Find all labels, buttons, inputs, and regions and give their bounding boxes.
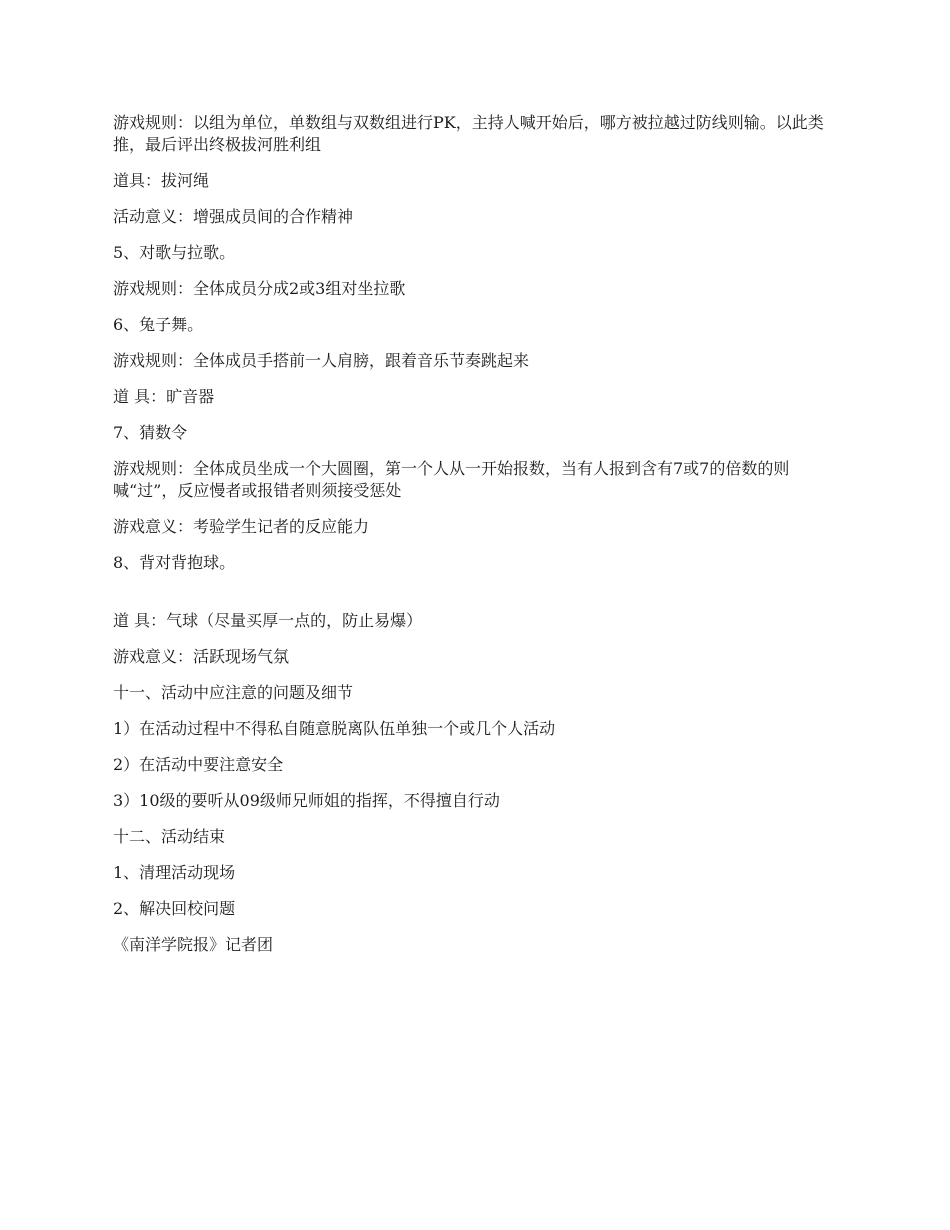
paragraph-item-7-meaning: 游戏意义：考验学生记者的反应能力: [113, 517, 370, 536]
paragraph-item-7-heading: 7、猜数令: [113, 423, 188, 442]
paragraph-end-2: 2、解决回校问题: [113, 899, 236, 918]
section-heading-12: 十二、活动结束: [113, 827, 226, 846]
paragraph-item-8-props: 道 具：气球（尽量买厚一点的，防止易爆）: [113, 611, 423, 630]
paragraph-item-5-rules: 游戏规则：全体成员分成2或3组对坐拉歌: [113, 279, 406, 298]
paragraph-item-7-rules: 游戏规则：全体成员坐成一个大圆圈，第一个人从一开始报数，当有人报到含有7或7的倍数的则喊“过”，反应慢者或报错者则须接受惩处: [113, 459, 790, 500]
paragraph-item-8-meaning: 游戏意义：活跃现场气氛: [113, 647, 290, 666]
paragraph-item-8-heading: 8、背对背抱球。: [113, 553, 236, 572]
paragraph-tug-of-war-meaning: 活动意义：增强成员间的合作精神: [113, 207, 354, 226]
paragraph-item-6-props: 道 具：旷音器: [113, 387, 215, 406]
paragraph-end-1: 1、清理活动现场: [113, 863, 236, 882]
document-body: [113, 112, 843, 970]
paragraph-tug-of-war-rules: 游戏规则：以组为单位，单数组与双数组进行PK，主持人喊开始后，哪方被拉越过防线则输。以此类推，最后评出终极拔河胜利组: [113, 113, 824, 154]
paragraph-item-6-rules: 游戏规则：全体成员手搭前一人肩膀，跟着音乐节奏跳起来: [113, 351, 530, 370]
section-heading-11: 十一、活动中应注意的问题及细节: [113, 683, 354, 702]
paragraph-item-5-heading: 5、对歌与拉歌。: [113, 243, 236, 262]
signature-organization: 《南洋学院报》记者团: [113, 935, 274, 954]
paragraph-item-6-heading: 6、兔子舞。: [113, 315, 204, 334]
paragraph-note-2: 2）在活动中要注意安全: [113, 755, 284, 774]
paragraph-tug-of-war-props: 道具：拔河绳: [113, 171, 210, 190]
paragraph-note-1: 1）在活动过程中不得私自随意脱离队伍单独一个或几个人活动: [113, 719, 556, 738]
paragraph-note-3: 3）10级的要听从09级师兄师姐的指挥，不得擅自行动: [113, 791, 500, 810]
